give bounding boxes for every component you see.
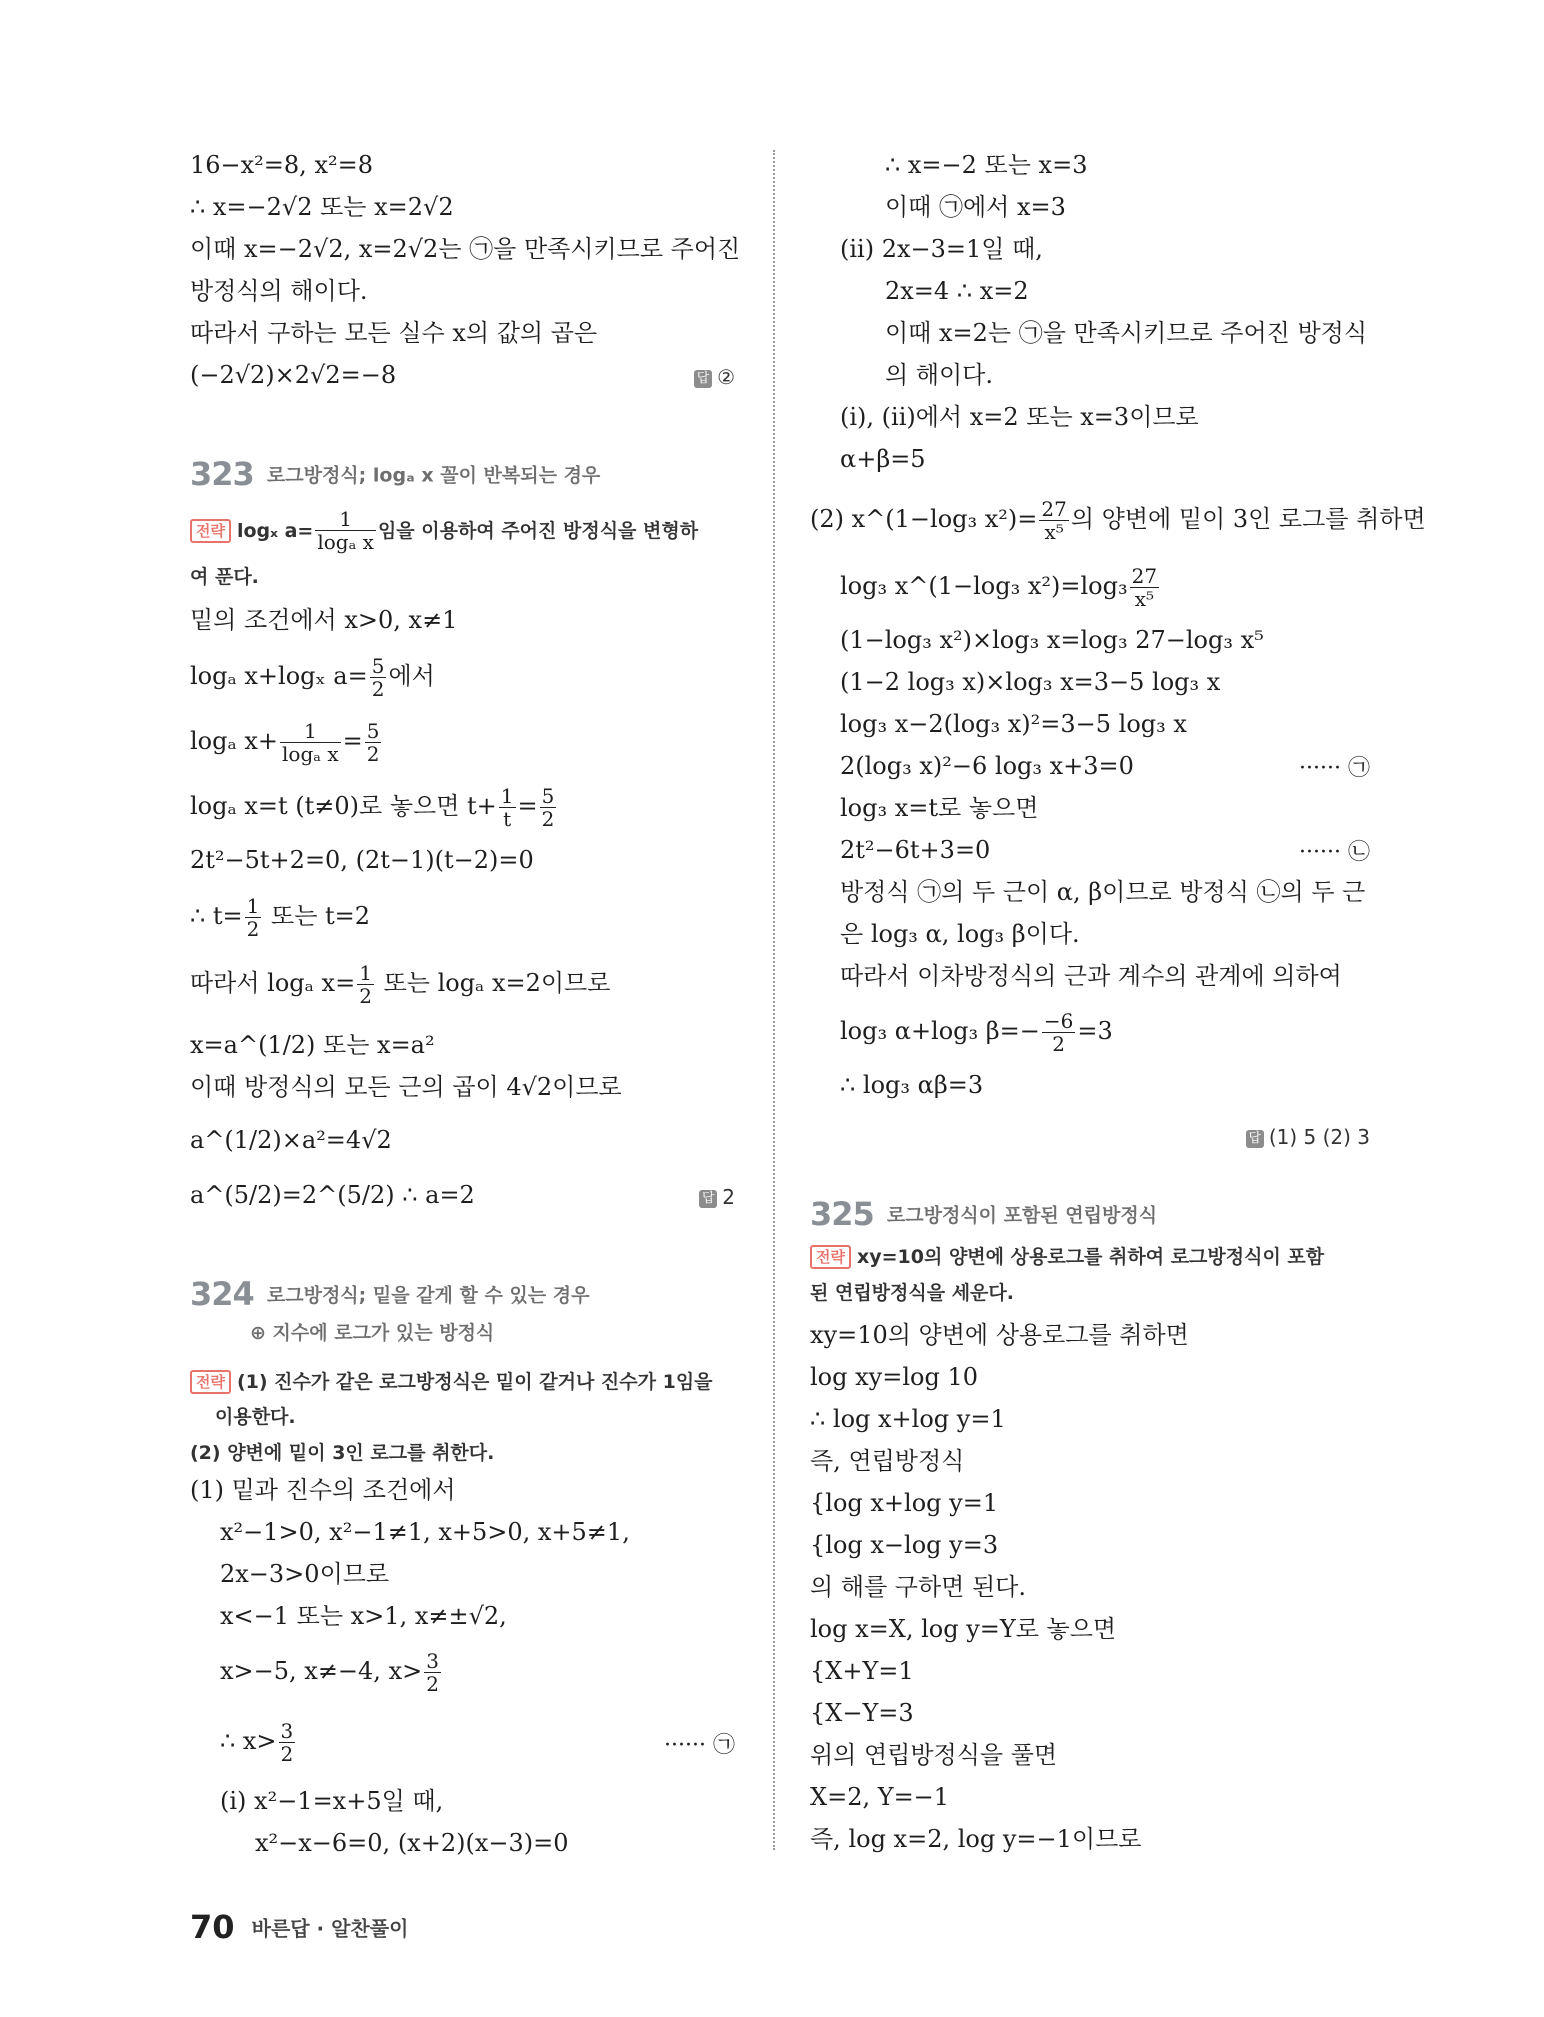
- text-line: a^(1/2)×a²=4√2: [190, 1126, 392, 1154]
- text-line: 2x−3>0이므로: [220, 1560, 390, 1588]
- text-line: (2) x^(1−log₃ x²)= $\frac{27}{\text{x⁵}}$ 의 양변에 밑이 3인 로그를 취하면: [810, 497, 1426, 544]
- text-line: {X+Y=1: [810, 1657, 914, 1685]
- text-line: 2(log₃ x)²−6 log₃ x+3=0: [840, 752, 1134, 780]
- problem-header-323: [190, 455, 600, 493]
- text-line: log₃ x−2(log₃ x)²=3−5 log₃ x: [840, 710, 1187, 738]
- text-line: (−2√2)×2√2=−8: [190, 361, 397, 389]
- equation-marker: ······ ㉡: [1299, 840, 1370, 865]
- text-line: 위의 연립방정식을 풀면: [810, 1741, 1058, 1769]
- problem-title: 로그방정식; 밑을 같게 할 수 있는 경우: [266, 1284, 590, 1307]
- fraction: $\frac{5}{2}$: [366, 719, 380, 766]
- fraction: $\frac{1}{\text{logₐ x}}$: [282, 719, 339, 766]
- text-line: ∴ x> $\frac{3}{2}$: [220, 1719, 294, 1766]
- problem-number: 325: [810, 1195, 874, 1233]
- text-line: (1) 밑과 진수의 조건에서: [190, 1476, 456, 1504]
- text-line: ∴ t= $\frac{1}{2}$ 또는 t=2: [190, 894, 371, 941]
- strategy-line: 된 연립방정식을 세운다.: [810, 1282, 1014, 1304]
- text-line: 방정식의 해이다.: [190, 277, 368, 305]
- fraction: $\frac{3}{2}$: [426, 1649, 439, 1696]
- text-line: (1−2 log₃ x)×log₃ x=3−5 log₃ x: [840, 668, 1221, 696]
- answer-value: ②: [717, 365, 735, 389]
- text-line: log₃ x=t로 놓으면: [840, 794, 1039, 822]
- text-line: 이때 x=2는 ㉠을 만족시키므로 주어진 방정식: [885, 319, 1368, 347]
- problem-title: 로그방정식이 포함된 연립방정식: [886, 1204, 1158, 1227]
- text-line: 따라서 logₐ x= $\frac{1}{2}$ 또는 logₐ x=2이므로: [190, 961, 611, 1008]
- equation-marker: ······ ㉠: [1299, 756, 1370, 781]
- strategy-badge: 전략: [190, 519, 231, 543]
- answer-icon: 답: [699, 1190, 717, 1208]
- text-line: log₃ α+log₃ β=− $\frac{-6}{2}$ =3: [840, 1009, 1113, 1056]
- equation-marker: ······ ㉠: [664, 1733, 735, 1758]
- fraction: $\frac{27}{\text{x⁵}}$: [1041, 497, 1067, 544]
- text-line: log₃ x^(1−log₃ x²)=log₃ $\frac{27}{\text{x⁵}}$: [840, 564, 1158, 611]
- text-line: log x=X, log y=Y로 놓으면: [810, 1615, 1117, 1643]
- text-line: 의 해이다.: [885, 361, 993, 389]
- text-line: ∴ log x+log y=1: [810, 1405, 1006, 1433]
- footer-title: 바른답 · 알찬풀이: [251, 1916, 409, 1941]
- fraction: $\frac{3}{2}$: [280, 1719, 294, 1766]
- text-line: 2x=4 ∴ x=2: [885, 277, 1029, 305]
- fraction: $\frac{1}{\text{logₐ x}}$: [317, 507, 374, 554]
- answer-marker: [694, 365, 735, 389]
- text-line: {log x+log y=1: [810, 1489, 999, 1517]
- strategy-badge: 전략: [190, 1370, 231, 1394]
- fraction: $\frac{-6}{2}$: [1043, 1009, 1074, 1056]
- answer-marker: [699, 1185, 735, 1209]
- page-footer: [190, 1908, 408, 1946]
- strategy-line: 전략 logₓ a= $\frac{1}{\text{logₐ x}}$ 임을 이용하여 주어진 방정식을 변형하: [190, 508, 698, 553]
- text-line: (i) x²−1=x+5일 때,: [220, 1787, 444, 1815]
- text-line: logₐ x=t (t≠0)로 놓으면 t+ $\frac{1}{t}$ = $\frac{5}{2}$: [190, 784, 555, 831]
- text-line: 16−x²=8, x²=8: [190, 151, 373, 179]
- problem-header-324: [190, 1275, 590, 1313]
- problem-subtitle: ⊕ 지수에 로그가 있는 방정식: [250, 1322, 495, 1344]
- text-line: α+β=5: [840, 445, 926, 473]
- text-line: (ii) 2x−3=1일 때,: [840, 235, 1043, 263]
- problem-title: 로그방정식; logₐ x 꼴이 반복되는 경우: [266, 464, 601, 487]
- fraction: $\frac{1}{2}$: [359, 961, 372, 1008]
- answer-marker: [1246, 1125, 1370, 1149]
- text-line: x<−1 또는 x>1, x≠±√2,: [220, 1602, 507, 1630]
- strategy-line: 이용한다.: [215, 1406, 296, 1428]
- problem-number: 323: [190, 455, 254, 493]
- text-line: log xy=log 10: [810, 1363, 978, 1391]
- text-line: 따라서 구하는 모든 실수 x의 값의 곱은: [190, 319, 598, 347]
- text-line: 의 해를 구하면 된다.: [810, 1573, 1026, 1601]
- text-line: ∴ x=−2√2 또는 x=2√2: [190, 193, 454, 221]
- text-line: 이때 x=−2√2, x=2√2는 ㉠을 만족시키므로 주어진: [190, 235, 741, 263]
- column-divider: [773, 150, 775, 1850]
- text-line: X=2, Y=−1: [810, 1783, 950, 1811]
- text-line: {X−Y=3: [810, 1699, 914, 1727]
- text-line: 즉, 연립방정식: [810, 1447, 965, 1475]
- text-line: 방정식 ㉠의 두 근이 α, β이므로 방정식 ㉡의 두 근: [840, 878, 1366, 906]
- text-line: x=a^(1/2) 또는 x=a²: [190, 1031, 435, 1059]
- text-line: (i), (ii)에서 x=2 또는 x=3이므로: [840, 403, 1199, 431]
- text-line: x>−5, x≠−4, x> $\frac{3}{2}$: [220, 1649, 439, 1696]
- text-line: xy=10의 양변에 상용로그를 취하면: [810, 1321, 1189, 1349]
- problem-number: 324: [190, 1275, 254, 1313]
- fraction: $\frac{1}{2}$: [246, 894, 260, 941]
- text-line: logₐ x+ $\frac{1}{\text{logₐ x}}$ = $\frac{5}{2}$: [190, 719, 380, 766]
- strategy-line: (2) 양변에 밑이 3인 로그를 취한다.: [190, 1442, 495, 1464]
- text-line: ∴ log₃ αβ=3: [840, 1071, 984, 1099]
- text-line: 밑의 조건에서 x>0, x≠1: [190, 606, 458, 634]
- problem-header-325: [810, 1195, 1157, 1233]
- answer-icon: 답: [694, 370, 712, 388]
- fraction: $\frac{5}{2}$: [541, 784, 555, 831]
- text-line: (1−log₃ x²)×log₃ x=log₃ 27−log₃ x⁵: [840, 626, 1264, 654]
- text-line: 2t²−6t+3=0: [840, 836, 991, 864]
- text-line: 따라서 이차방정식의 근과 계수의 관계에 의하여: [840, 962, 1342, 990]
- text-line: {log x−log y=3: [810, 1531, 999, 1559]
- strategy-line: 전략 xy=10의 양변에 상용로그를 취하여 로그방정식이 포함: [810, 1240, 1324, 1272]
- strategy-line: 여 푼다.: [190, 566, 259, 588]
- text-line: 2t²−5t+2=0, (2t−1)(t−2)=0: [190, 846, 534, 874]
- text-line: 은 log₃ α, log₃ β이다.: [840, 920, 1080, 948]
- fraction: $\frac{1}{t}$: [500, 784, 514, 831]
- text-line: ∴ x=−2 또는 x=3: [885, 151, 1088, 179]
- text-line: 즉, log x=2, log y=−1이므로: [810, 1825, 1142, 1853]
- text-line: 이때 ㉠에서 x=3: [885, 193, 1066, 221]
- text-line: x²−x−6=0, (x+2)(x−3)=0: [255, 1829, 569, 1857]
- text-line: 이때 방정식의 모든 근의 곱이 4√2이므로: [190, 1073, 622, 1101]
- fraction: $\frac{27}{\text{x⁵}}$: [1131, 564, 1158, 611]
- strategy-badge: 전략: [810, 1245, 851, 1269]
- answer-icon: 답: [1246, 1130, 1264, 1148]
- strategy-line: 전략 (1) 진수가 같은 로그방정식은 밑이 같거나 진수가 1임을: [190, 1365, 713, 1397]
- text-line: x²−1>0, x²−1≠1, x+5>0, x+5≠1,: [220, 1518, 630, 1546]
- text-line: logₐ x+logₓ a= $\frac{5}{2}$ 에서: [190, 654, 435, 701]
- answer-value: 2: [722, 1185, 735, 1209]
- text-line: a^(5/2)=2^(5/2) ∴ a=2: [190, 1181, 475, 1209]
- fraction: $\frac{5}{2}$: [371, 654, 385, 701]
- answer-value: (1) 5 (2) 3: [1268, 1125, 1370, 1149]
- page-number: 70: [190, 1908, 235, 1946]
